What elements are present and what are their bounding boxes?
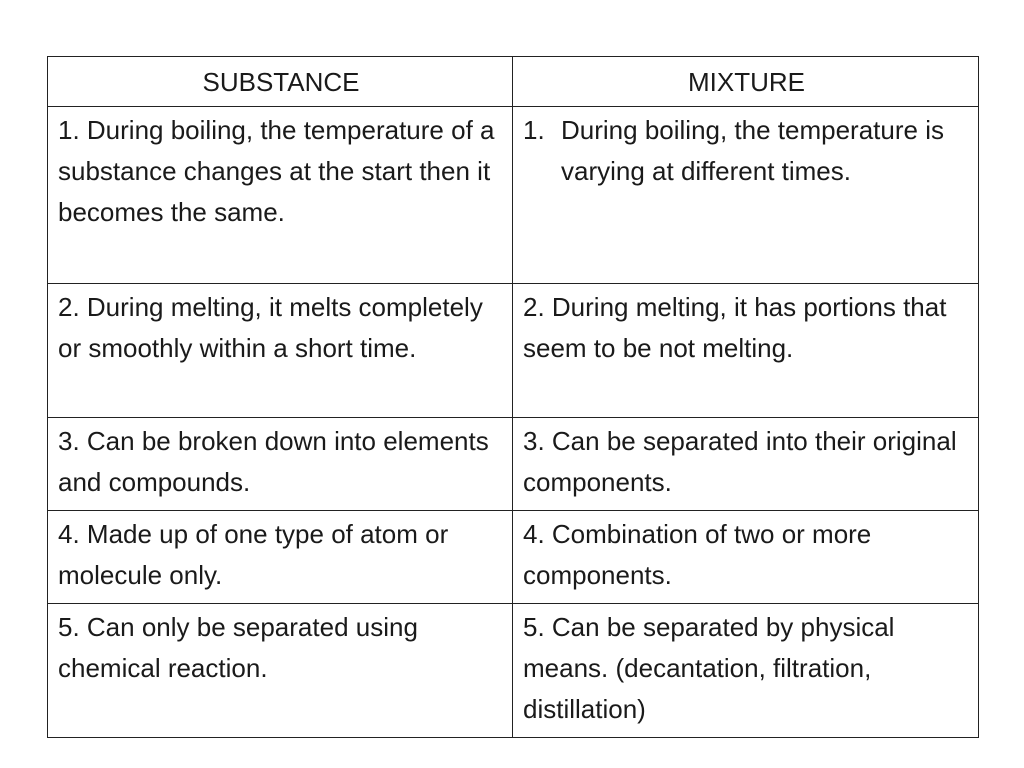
mixture-cell: 5. Can be separated by physical means. (decantation, filtration, distillation) (513, 604, 979, 738)
item-number: 1. (523, 115, 545, 145)
table-row (48, 604, 979, 738)
header-row (48, 57, 979, 107)
substance-cell: 5. Can only be separated using chemical reaction. (48, 604, 513, 738)
mixture-cell: 3. Can be separated into their original components. (513, 418, 979, 511)
numbered-item (523, 110, 970, 192)
mixture-cell (513, 107, 979, 284)
table-row (48, 418, 979, 511)
table-row (48, 107, 979, 284)
substance-cell: 3. Can be broken down into elements and compounds. (48, 418, 513, 511)
item-text: During boiling, the temperature is varying at different times. (561, 115, 944, 186)
substance-cell: 2. During melting, it melts completely or smoothly within a short time. (48, 284, 513, 418)
substance-cell: 1. During boiling, the temperature of a substance changes at the start then it becomes the same. (48, 107, 513, 284)
comparison-table (47, 56, 979, 738)
header-mixture: MIXTURE (513, 57, 979, 107)
table-row (48, 284, 979, 418)
substance-cell: 4. Made up of one type of atom or molecule only. (48, 511, 513, 604)
mixture-cell: 2. During melting, it has portions that seem to be not melting. (513, 284, 979, 418)
mixture-cell: 4. Combination of two or more components. (513, 511, 979, 604)
table-row (48, 511, 979, 604)
header-substance: SUBSTANCE (48, 57, 513, 107)
